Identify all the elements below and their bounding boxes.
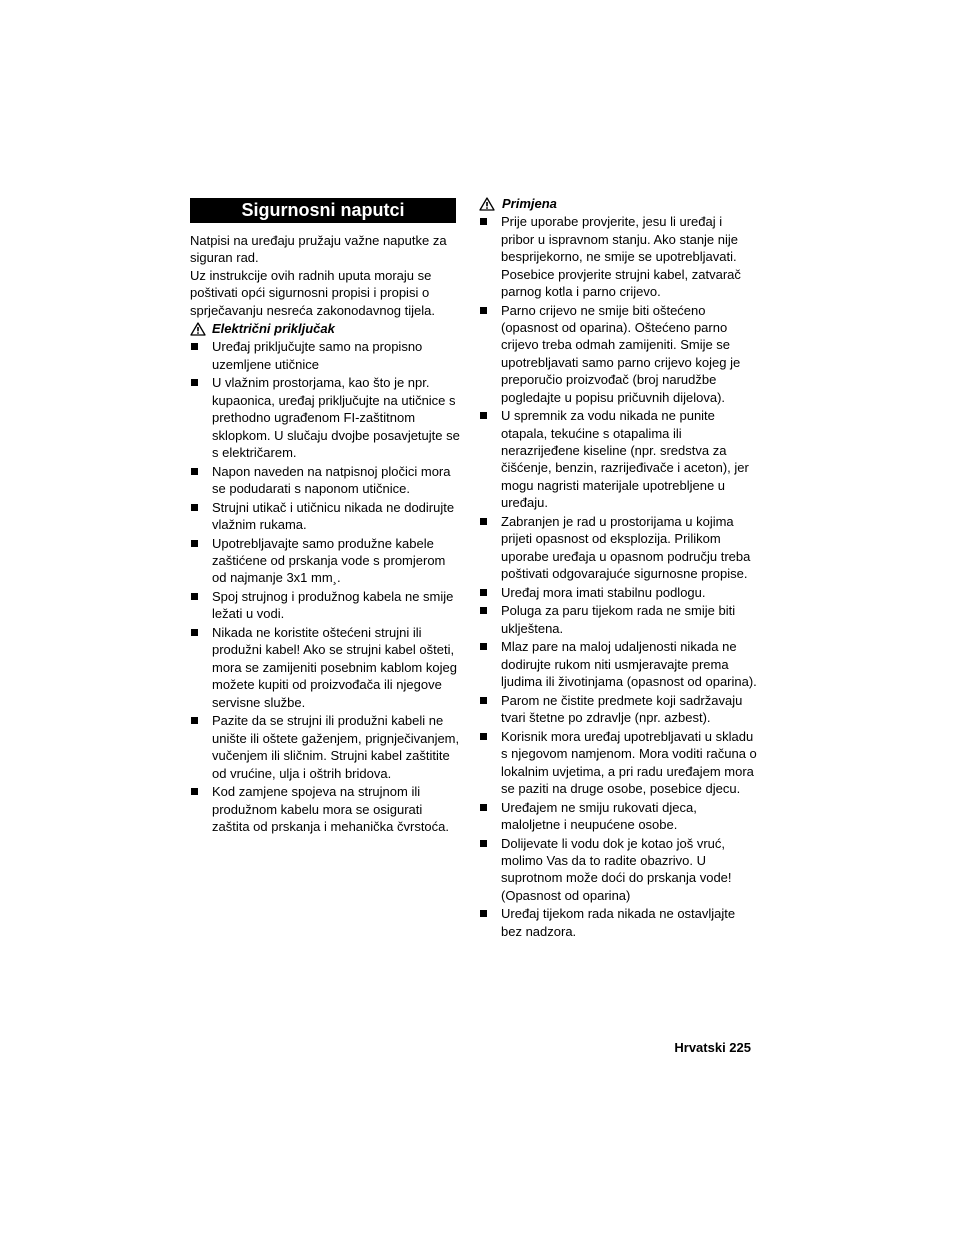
square-bullet-icon — [480, 412, 487, 419]
square-bullet-icon — [480, 910, 487, 917]
list-item — [479, 513, 757, 583]
section-heading-usage — [479, 195, 757, 212]
square-bullet-icon — [191, 468, 198, 475]
list-item-text: Uređaj tijekom rada nikada ne ostavljajte bez nadzora. — [501, 906, 736, 939]
square-bullet-icon — [191, 540, 198, 547]
list-item — [479, 302, 757, 406]
square-bullet-icon — [191, 717, 198, 724]
section-heading-electrical — [190, 320, 462, 337]
usage-list — [479, 213, 757, 940]
square-bullet-icon — [191, 343, 198, 350]
list-item-text: Upotrebljavajte samo produžne kabele zaštićene od prskanja vode s promjerom od najmanje 3x1 mm¸. — [212, 535, 446, 586]
list-item-text: Uređajem ne smiju rukovati djeca, maloljetne i neupućene osobe. — [501, 799, 697, 832]
square-bullet-icon — [480, 840, 487, 847]
square-bullet-icon — [191, 504, 198, 511]
list-item-text: Uređaj priključujte samo na propisno uzemljene utičnice — [212, 339, 423, 372]
electrical-list — [190, 338, 462, 835]
list-item — [190, 374, 462, 461]
square-bullet-icon — [480, 589, 487, 596]
list-item — [479, 799, 757, 834]
list-item — [479, 584, 757, 601]
warning-icon — [479, 197, 495, 211]
square-bullet-icon — [191, 379, 198, 386]
page-footer: Hrvatski 225 — [674, 1040, 751, 1055]
list-item-text: Korisnik mora uređaj upotrebljavati u skladu s njegovom namjenom. Mora voditi računa o lokalnim uvjetima, a pri radu uređajem mora se paziti na druge osobe, posebice djecu. — [501, 728, 757, 796]
list-item-text: Spoj strujnog i produžnog kabela ne smije ležati u vodi. — [212, 589, 454, 622]
list-item — [190, 463, 462, 498]
list-item — [190, 588, 462, 623]
list-item — [479, 213, 757, 300]
list-item-text: Pazite da se strujni ili produžni kabeli ne unište ili oštete gaženjem, prignječivanjem, vučenjem ili sličnim. Strujni kabel zaštitite od vrućine, ulja i oštrih bridova. — [212, 713, 460, 781]
square-bullet-icon — [480, 697, 487, 704]
warning-icon — [190, 322, 206, 336]
list-item — [479, 638, 757, 690]
section-title: Električni priključak — [212, 321, 335, 337]
list-item — [479, 835, 757, 905]
list-item — [479, 407, 757, 511]
list-item-text: Zabranjen je rad u prostorijama u kojima prijeti opasnost od eksplozija. Prilikom uporabe uređaja u opasnom području treba poštivati odgovarajuće sigurnosne propise. — [501, 513, 751, 582]
square-bullet-icon — [480, 643, 487, 650]
page-title: Sigurnosni naputci — [190, 198, 456, 223]
list-item-text: Prije uporabe provjerite, jesu li uređaj i pribor u ispravnom stanju. Ako stanje nije besprijekorno, ne smije se upotrebljavati. Posebice provjerite strujni kabel, zatvarač parnog kotla i parno crijevo. — [501, 214, 741, 300]
square-bullet-icon — [480, 307, 487, 314]
list-item — [479, 602, 757, 637]
section-title: Primjena — [502, 196, 557, 211]
list-item-text: Napon naveden na natpisnoj pločici mora se podudarati s naponom utičnice. — [212, 463, 451, 497]
square-bullet-icon — [191, 593, 198, 600]
list-item — [190, 499, 462, 534]
intro-paragraph-1: Natpisi na uređaju pružaju važne naputke za siguran rad. — [190, 233, 447, 266]
list-item-text: Kod zamjene spojeva na strujnom ili produžnom kabelu mora se osigurati zaštita od prskanja i mehanička čvrstoća. — [212, 784, 449, 834]
list-item-text: Nikada ne koristite oštećeni strujni ili produžni kabel! Ako se strujni kabel ošteti, mora se zamijeniti posebnim kablom kojeg možete kupiti od proizvođača ili njegove servisne službe. — [212, 625, 457, 710]
square-bullet-icon — [480, 804, 487, 811]
list-item-text: Parom ne čistite predmete koji sadržavaju tvari štetne po zdravlje (npr. azbest). — [501, 692, 743, 726]
square-bullet-icon — [480, 733, 487, 740]
left-column — [190, 194, 462, 837]
list-item — [190, 338, 462, 373]
list-item — [190, 624, 462, 711]
square-bullet-icon — [480, 518, 487, 525]
right-column — [479, 194, 757, 941]
list-item-text: Mlaz pare na maloj udaljenosti nikada ne dodirujte rukom niti usmjeravajte prema ljudima ili životinjama (opasnost od oparina). — [501, 639, 757, 690]
list-item-text: Poluga za paru tijekom rada ne smije biti uklještena. — [501, 603, 736, 636]
square-bullet-icon — [480, 607, 487, 614]
list-item-text: Strujni utikač i utičnicu nikada ne dodirujte vlažnim rukama. — [212, 499, 455, 533]
list-item-text: U vlažnim prostorjama, kao što je npr. kupaonica, uređaj priključujte na utičnice s prethodno ugrađenom FI-zaštitnom sklopkom. U slučaju dvojbe posavjetujte se s električarem. — [212, 375, 460, 461]
list-item — [479, 905, 757, 940]
list-item-text: U spremnik za vodu nikada ne punite otapala, tekućine s otapalima ili nerazrijeđene kiseline (npr. sredstva za čišćenje, benzin, razrijeđivače i aceton), jer mogu nagristi materijale upotrebljene u uređaju. — [501, 408, 749, 511]
square-bullet-icon — [480, 218, 487, 225]
list-item-text: Uređaj mora imati stabilnu podlogu. — [501, 584, 706, 600]
list-item-text: Dolijevate li vodu dok je kotao još vruć, molimo Vas da to radite obazrivo. U suprotnom može doći do prskanja vode! (Opasnost od oparina) — [501, 835, 732, 903]
list-item — [190, 535, 462, 587]
square-bullet-icon — [191, 788, 198, 795]
square-bullet-icon — [191, 629, 198, 636]
list-item — [479, 728, 757, 798]
list-item-text: Parno crijevo ne smije biti oštećeno (opasnost od oparina). Oštećeno parno crijevo treba odmah zamijeniti. Smije se upotrebljavati samo parno crijevo kojeg je preporučio proizvođač (broj narudžbe pogledajte u popisu pričuvnih dijelova). — [501, 302, 741, 405]
list-item — [190, 783, 462, 835]
list-item — [479, 692, 757, 727]
intro-paragraph-2: Uz instrukcije ovih radnih uputa moraju se poštivati opći sigurnosni propisi i propisi o sprječavanju nesreća zakonodavnog tijela. — [190, 267, 435, 318]
list-item — [190, 712, 462, 782]
